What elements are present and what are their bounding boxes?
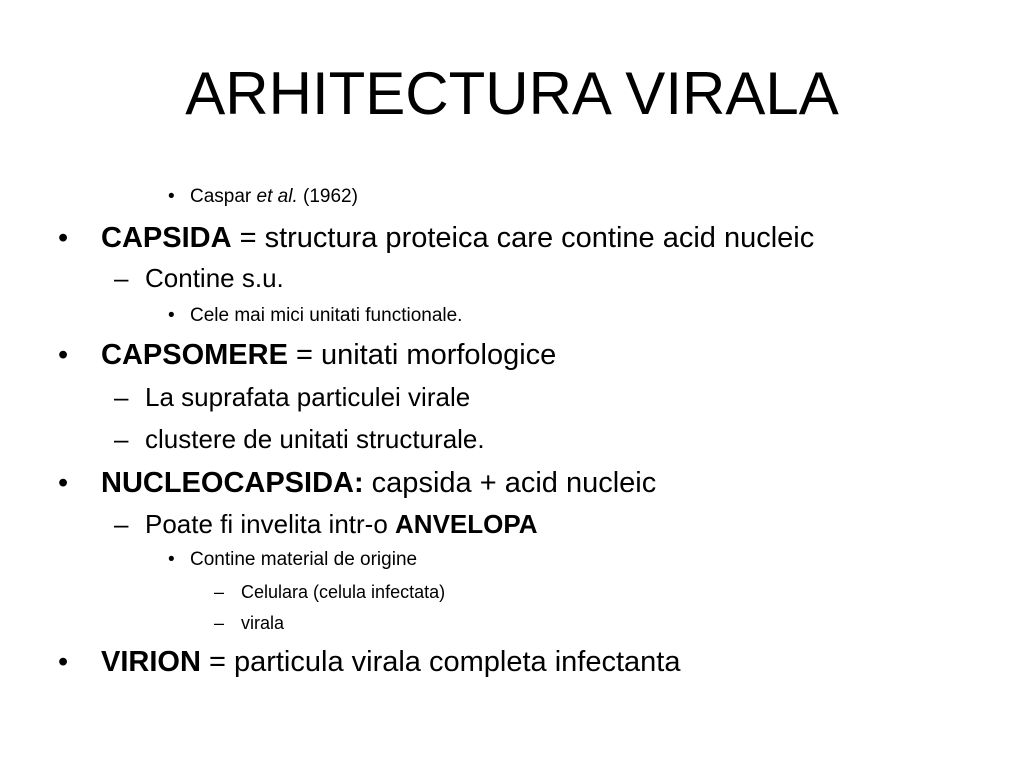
item-text: VIRION = particula virala completa infectanta (101, 646, 681, 678)
bullet-marker: • (58, 222, 69, 254)
dash-marker: – (214, 613, 225, 633)
item-text: Contine s.u. (145, 263, 284, 293)
bullet-marker: • (58, 339, 69, 371)
item-text: La suprafata particulei virale (145, 382, 471, 412)
item-text: virala (241, 613, 285, 633)
item-text: Celulara (celula infectata) (241, 582, 446, 602)
bullet-marker: • (168, 549, 175, 570)
dash-marker: – (114, 382, 129, 412)
dash-marker: – (114, 263, 129, 293)
item-text: NUCLEOCAPSIDA: capsida + acid nucleic (101, 467, 657, 499)
item-text: clustere de unitati structurale. (145, 424, 485, 454)
slide-title: ARHITECTURA VIRALA (185, 60, 839, 127)
bullet-marker: • (58, 646, 69, 678)
bullet-marker: • (58, 467, 69, 499)
dash-marker: – (114, 424, 129, 454)
bullet-marker: • (168, 305, 175, 326)
item-text: Poate fi invelita intr-o ANVELOPA (145, 509, 538, 539)
dash-marker: – (114, 509, 129, 539)
item-text: Cele mai mici unitati functionale. (190, 305, 463, 326)
item-text: CAPSOMERE = unitati morfologice (101, 339, 557, 371)
item-text: CAPSIDA = structura proteica care contine acid nucleic (101, 222, 815, 254)
bullet-marker: • (168, 186, 175, 207)
dash-marker: – (214, 582, 225, 602)
item-text: Caspar et al. (1962) (190, 186, 358, 207)
item-text: Contine material de origine (190, 549, 418, 570)
